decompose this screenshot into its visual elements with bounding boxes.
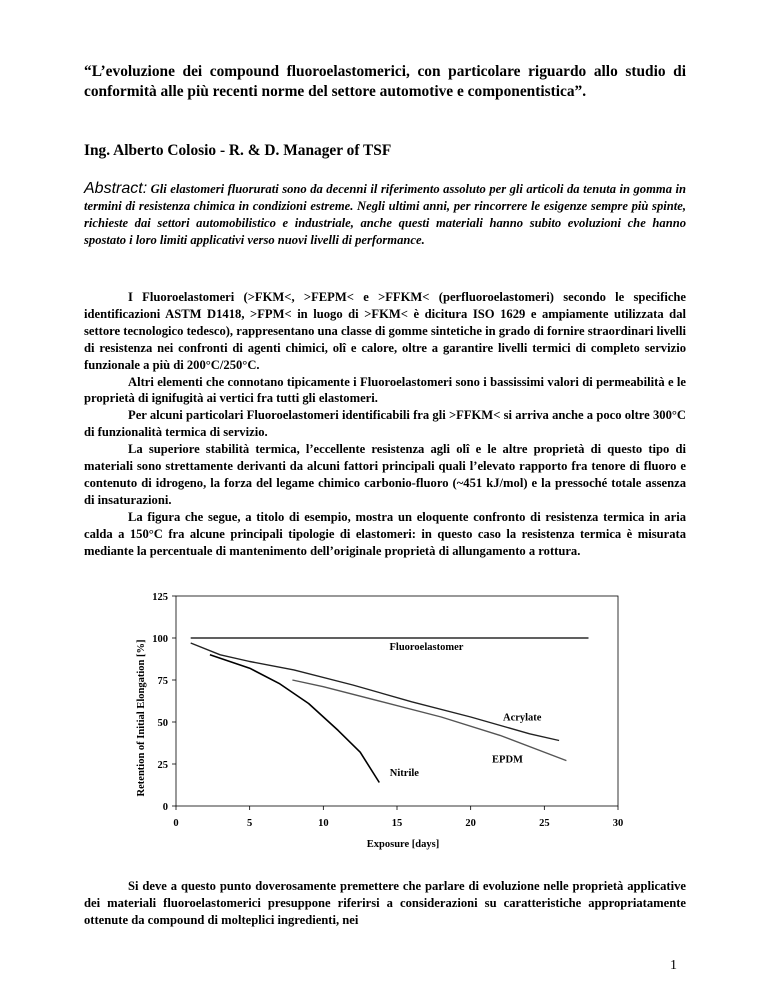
y-tick-label: 25 [157, 760, 168, 771]
paragraph: La figura che segue, a titolo di esempio, mostra un eloquente confronto di resistenza termica in aria calda a 150°C fra alcune principali tipologie di elastomeri: in questo caso la resistenza termica è misurata mediante la percentuale di mantenimento dell’originale proprietà di allungamento a rottura. [84, 509, 686, 558]
paragraph: I Fluoroelastomeri (>FKM<, >FEPM< e >FFKM< (perfluoroelastomeri) secondo le specifiche identificazioni ASTM D1418, >FPM< in luogo di >FKM< è dicitura ISO 1629 e ampiamente utilizzata dal settore tecnologico tedesco), rappresentano una classe di gomme sintetiche in grado di fornire straordinari livelli di resistenza nei confronti di agenti chimici, olî e calore, oltre a garantire livelli termici di completo servizio funzionale a più di 200°C/250°C. [84, 290, 686, 372]
abstract-label: Abstract: [84, 180, 148, 197]
series-label-epdm: EPDM [492, 754, 523, 766]
body-text [84, 289, 686, 560]
paragraph: La superiore stabilità termica, l’eccellente resistenza agli olî e le altre proprietà di questo tipo di materiali sono strettamente derivanti da alcuni fattori principali quali l’elevato rapporto fra tenore di fluoro e contenuto di idrogeno, la forza del legame chimico carbonio-fluoro (~451 kJ/mol) e la pressoché totale assenza di insaturazioni. [84, 442, 686, 507]
x-tick-label: 25 [539, 818, 550, 829]
series-label-acrylate: Acrylate [502, 712, 542, 724]
y-axis-label: Retention of Initial Elongation [%] [136, 639, 147, 797]
paragraph: Si deve a questo punto doverosamente premettere che parlare di evoluzione nelle proprietà applicative dei materiali fluoroelastomerici presuppone riferirsi a considerazioni su caratteristiche appropriatamente ottenute da compound di molteplici ingredienti, nei [84, 879, 686, 927]
y-tick-label: 125 [152, 592, 168, 603]
abstract-text: Gli elastomeri fluorurati sono da decenni il riferimento assoluto per gli articoli da tenuta in gomma in termini di resistenza chimica in condizioni estreme. Negli ultimi anni, per rincorrere le esigenze sempre più spinte, richieste dai settori automobilistico e industriale, anche questi materiali hanno subito evoluzioni che hanno spostato i loro limiti applicativi verso nuovi livelli di performance. [84, 182, 686, 247]
paragraph: Per alcuni particolari Fluoroelastomeri identificabili fra gli >FFKM< si arriva anche a poco oltre 300°C di funzionalità termica di servizio. [84, 408, 686, 440]
x-tick-label: 0 [173, 818, 179, 829]
series-line-nitrile [210, 655, 379, 783]
document-title: “L’evoluzione dei compound fluoroelastomerici, con particolare riguardo allo studio di conformità alle più recenti norme del settore automotive e componentistica”. [84, 63, 686, 100]
abstract [84, 180, 686, 249]
series-line-acrylate [191, 643, 559, 741]
elongation-retention-chart [134, 588, 654, 858]
series-label-nitrile: Nitrile [389, 767, 419, 779]
y-tick-label: 0 [162, 802, 168, 813]
x-tick-label: 30 [612, 818, 624, 829]
x-tick-label: 10 [318, 818, 329, 829]
closing-text [84, 878, 686, 929]
x-tick-label: 15 [391, 818, 403, 829]
x-axis-label: Exposure [days] [366, 839, 440, 850]
y-tick-label: 75 [157, 676, 168, 687]
page-number: 1 [670, 958, 677, 973]
x-tick-label: 20 [465, 818, 476, 829]
y-tick-label: 100 [152, 634, 168, 645]
x-tick-label: 5 [247, 818, 253, 829]
paragraph: Altri elementi che connotano tipicamente i Fluoroelastomeri sono i bassissimi valori di permeabilità e le proprietà di ignifugità ai vertici fra tutti gli elastomeri. [84, 374, 686, 406]
document-author: Ing. Alberto Colosio - R. & D. Manager of TSF [84, 142, 392, 159]
series-label-fluoroelastomer: Fluoroelastomer [389, 641, 464, 653]
y-tick-label: 50 [157, 718, 168, 729]
